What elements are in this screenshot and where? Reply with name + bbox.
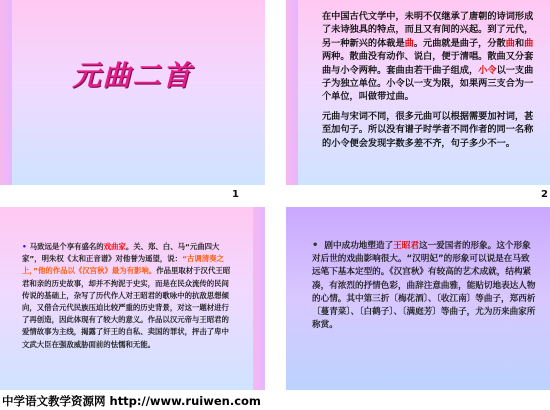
slide-2-intro[interactable] [286,0,550,185]
text-run: 在中国古代文学中，未明不仅继承了唐朝的诗词形成了未诗独具的特点，而且又有间的兴起。到了元代，另一种新兴的体裁是 [322,11,534,49]
paragraph-2: 元曲与宋词不同，很多元曲可以根据需要加衬词，甚至加句子。所以没有谱子时学者不同作者的同一名称的小令便会发现字数多差不齐，句子多少不一。 [322,110,534,149]
text-run: 这一爱国者的形象。这个形象对后世的戏曲影响很大。“汉明妃”的形象可以说是在马致远笔下基本定型的。《汉宫秋》有较高的艺术成就，结构紧凑，有浓烈的抒情色彩，曲辞注意曲雅，能贴切地表达人物的心情。其中第三折〔梅花酒〕、〔收江南〕等曲子，郑西析〔蔓青菜〕、〔白鹤子〕、〔满庭芳〕等曲子，尤为历来曲家所称赏。 [312,241,536,331]
text-run: 。关、郑、白、马“元曲四大家”，明朱权《太和正音谱》对他誉为遥望，说： [22,242,220,264]
slide-3-author[interactable] [0,207,265,390]
slide-3-text [22,241,232,351]
bullet-icon: • [22,242,27,251]
highlight-text: 曲 [404,37,414,49]
slide-2-text [322,10,536,156]
text-run: 以一支曲子为独立单位。小令以一支为限，如果两三支合为一个单位，叫做带过曲。 [322,64,534,103]
page-number-1: 1 [232,189,239,200]
text-run: 马致远是个享有盛名的 [29,242,104,251]
text-run: 和 [514,37,525,49]
slide-4-text [312,239,536,332]
text-run: 剧中成功地塑造了 [324,241,394,251]
slide-title: 元曲二首 [72,59,193,92]
footer-watermark: 中学语文教学资源网 http://www.ruiwen.com [2,394,261,408]
highlight-text: “古调清奏之上，”他的作品以《汉宫秋》最为有影响。 [22,254,224,276]
page-number-2: 2 [541,189,548,200]
text-run: 。元曲就是曲子，分散 [413,37,506,49]
text-run: 两种。散曲没有动作、说白，便于清唱。散曲又分套曲与小令两种。套曲由若干曲子组成， [322,51,534,76]
highlight-text: 曲 [524,37,534,49]
left-decoration-bar [286,0,298,185]
text-run: 作品里取材于汉代王昭君和亲的历史故事，却并不拘泥于史实，而是在民众流传的民间传说的基础上，杂写了历代作人对王昭君的歌咏中的抗敌思想倾向，又借合元代民族压迫比较严重的历史背景，对这一题材进行了再创造，因此体现有了较大的意义。作品以汉元帝与王昭君的爱情故事为主线，揭露了奸王的自私、卖国的罪状，抨击了卑中文武大臣在强敌威胁面前的怯懦和无能。 [22,266,231,349]
highlight-text: 戏曲家 [103,242,126,251]
paragraph-1 [322,10,536,104]
slide-4-character[interactable] [286,207,550,390]
slide-1-title[interactable] [0,0,265,185]
highlight-text: 王昭君 [393,241,419,251]
right-decoration-bar [253,207,265,390]
bullet-icon: • [312,240,319,251]
highlight-text: 小令 [478,64,497,76]
highlight-text: 曲 [505,37,515,49]
